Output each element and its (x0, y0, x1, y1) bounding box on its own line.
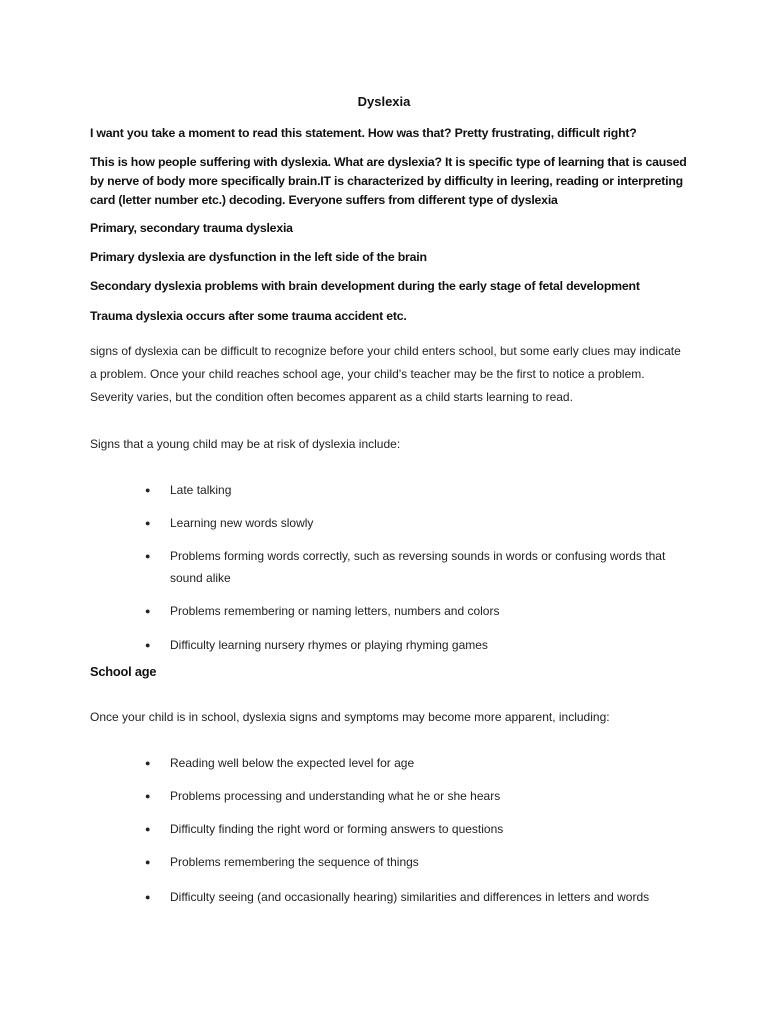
bullet-icon: ● (145, 551, 151, 561)
list-item-text: Difficulty finding the right word or forming answers to questions (170, 822, 504, 836)
list-item-text: Problems forming words correctly, such as reversing sounds in words or confusing words that sound alike (170, 549, 666, 585)
list-item (145, 600, 685, 622)
list-item-text: Late talking (170, 483, 232, 497)
list-item (145, 818, 685, 840)
bold-paragraph-definition: This is how people suffering with dyslexia. What are dyslexia? It is specific type of learning that is caused by nerve of body more specifically brain.IT is characterized by difficulty in leering, reading or interpreting card (letter number etc.) decoding. Everyone suffers from different type of dyslexia (90, 155, 687, 207)
bullet-icon: ● (145, 824, 151, 834)
list-item (145, 512, 685, 534)
school-age-heading: School age (90, 664, 157, 679)
bullet-icon: ● (145, 857, 151, 867)
school-age-intro: Once your child is in school, dyslexia signs and symptoms may become more apparent, including: (90, 710, 610, 724)
bold-paragraph-types: Primary, secondary trauma dyslexia (90, 221, 293, 235)
bullet-icon: ● (145, 758, 151, 768)
list-item (145, 785, 685, 807)
list-item-text: Problems remembering the sequence of things (170, 855, 419, 869)
list-item (145, 479, 685, 501)
bullet-icon: ● (145, 791, 151, 801)
list-item (145, 545, 685, 589)
list-item-text: Problems processing and understanding what he or she hears (170, 789, 501, 803)
list-item (145, 851, 685, 873)
list-item-text: Difficulty seeing (and occasionally hearing) similarities and differences in letters and words (170, 890, 650, 904)
bold-paragraph-trauma: Trauma dyslexia occurs after some trauma accident etc. (90, 309, 407, 323)
bullet-icon: ● (145, 640, 151, 650)
list-item (145, 634, 685, 656)
bullet-icon: ● (145, 485, 151, 495)
list-item-text: Reading well below the expected level for age (170, 756, 415, 770)
bold-paragraph-statement: I want you take a moment to read this statement. How was that? Pretty frustrating, difficult right? (90, 126, 637, 140)
list-item-text: Problems remembering or naming letters, numbers and colors (170, 604, 500, 618)
document-title: Dyslexia (357, 94, 411, 109)
signs-intro-paragraph: signs of dyslexia can be difficult to recognize before your child enters school, but some early clues may indicate a problem. Once your child reaches school age, your child's teacher may be the first to notice a problem. Severity varies, but the condition often becomes apparent as a child starts learning to read. (90, 344, 681, 404)
bullet-icon: ● (145, 518, 151, 528)
list-item-text: Difficulty learning nursery rhymes or playing rhyming games (170, 638, 488, 652)
young-child-intro: Signs that a young child may be at risk of dyslexia include: (90, 437, 401, 451)
list-item (145, 752, 685, 774)
list-item (145, 886, 685, 908)
bullet-icon: ● (145, 892, 151, 902)
bullet-icon: ● (145, 606, 151, 616)
bold-paragraph-primary: Primary dyslexia are dysfunction in the left side of the brain (90, 250, 427, 264)
bold-paragraph-secondary: Secondary dyslexia problems with brain development during the early stage of fetal development (90, 279, 640, 293)
list-item-text: Learning new words slowly (170, 516, 314, 530)
